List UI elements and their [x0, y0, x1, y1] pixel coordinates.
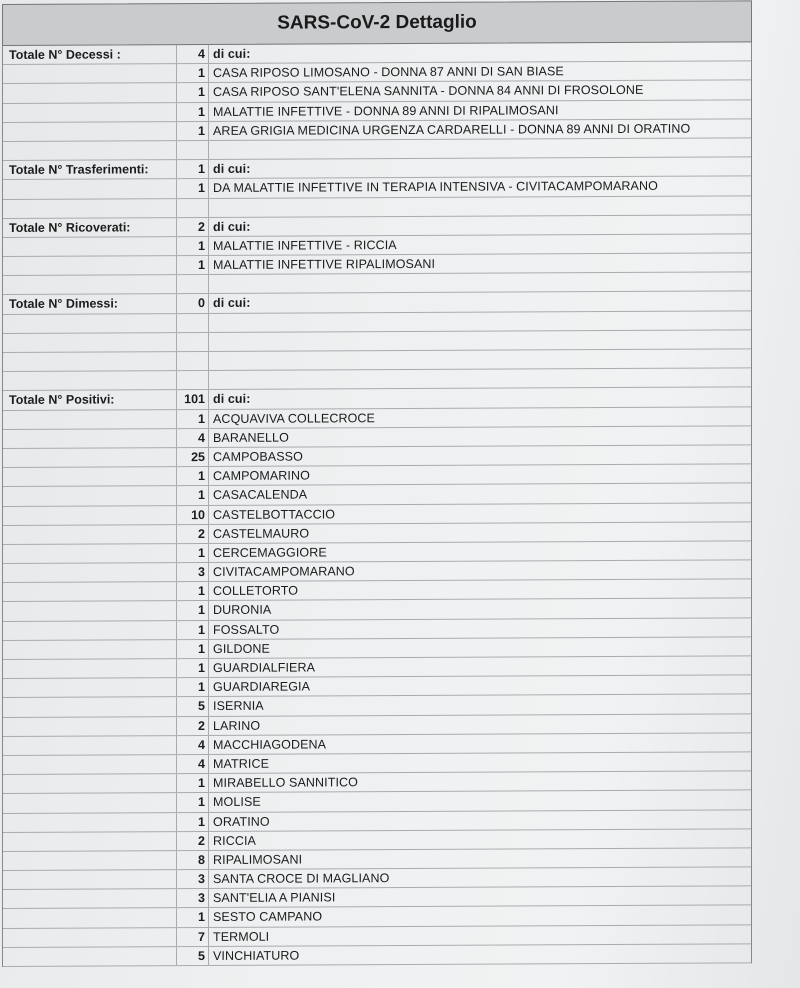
item-description: SANT'ELIA A PIANISI — [213, 890, 336, 906]
item-count: 1 — [177, 774, 209, 792]
item-description: CIVITACAMPOMARANO — [213, 564, 355, 580]
table-body — [2, 42, 752, 967]
empty-cell — [3, 793, 177, 812]
empty-cell — [3, 314, 177, 333]
empty-cell — [3, 774, 177, 793]
section-suffix: di cui: — [213, 392, 251, 407]
section-suffix: di cui: — [213, 46, 251, 61]
section-label: Totale N° Ricoverati: — [3, 218, 177, 237]
item-count: 5 — [177, 697, 209, 715]
item-description: GILDONE — [213, 641, 270, 656]
item-description: DURONIA — [213, 603, 272, 618]
empty-cell — [3, 429, 177, 448]
item-description: GUARDIALFIERA — [213, 660, 316, 675]
section-total: 101 — [177, 390, 209, 408]
item-description: DA MALATTIE INFETTIVE IN TERAPIA INTENSIVA - CIVITACAMPOMARANO — [213, 179, 658, 196]
empty-cell — [3, 122, 177, 141]
empty-cell — [3, 371, 177, 390]
item-description: ISERNIA — [213, 699, 264, 714]
item-count: 1 — [177, 601, 209, 619]
item-count: 2 — [177, 717, 209, 735]
section-total: 0 — [177, 294, 209, 312]
item-count: 1 — [177, 812, 209, 830]
empty-cell — [3, 947, 177, 966]
item-count: 1 — [177, 179, 209, 197]
item-description: SESTO CAMPANO — [213, 909, 323, 925]
item-count: 1 — [177, 237, 209, 255]
item-description: CASTELBOTTACCIO — [213, 506, 336, 522]
item-description: AREA GRIGIA MEDICINA URGENZA CARDARELLI - DONNA 89 ANNI DI ORATINO — [213, 121, 691, 138]
empty-cell — [3, 832, 177, 851]
empty-cell — [3, 64, 177, 83]
empty-cell — [3, 467, 177, 486]
empty-cell — [3, 582, 177, 601]
item-count: 3 — [177, 563, 209, 581]
empty-cell — [3, 486, 177, 505]
empty-cell — [3, 736, 177, 755]
item-count: 1 — [177, 908, 209, 926]
item-count: 1 — [177, 659, 209, 677]
empty-cell — [3, 563, 177, 582]
empty-cell — [3, 333, 177, 352]
section-suffix: di cui: — [213, 219, 251, 234]
item-count: 1 — [177, 467, 209, 485]
empty-cell — [3, 640, 177, 659]
empty-cell — [209, 196, 751, 217]
empty-cell — [3, 659, 177, 678]
empty-cell — [3, 602, 177, 621]
empty-cell — [177, 352, 209, 370]
empty-cell — [3, 755, 177, 774]
item-description: SANTA CROCE DI MAGLIANO — [213, 871, 390, 887]
item-description: COLLETORTO — [213, 583, 299, 599]
empty-cell — [3, 909, 177, 928]
item-description: MALATTIE INFETTIVE - DONNA 89 ANNI DI RIPALIMOSANI — [213, 102, 559, 119]
item-description: CASTELMAURO — [213, 526, 310, 541]
item-count: 7 — [177, 928, 209, 946]
item-description: CASA RIPOSO LIMOSANO - DONNA 87 ANNI DI SAN BIASE — [213, 64, 564, 81]
empty-cell — [177, 314, 209, 332]
empty-cell — [3, 103, 177, 122]
empty-cell — [177, 371, 209, 389]
empty-cell — [3, 813, 177, 832]
empty-cell — [3, 84, 177, 103]
item-count: 25 — [177, 448, 209, 466]
empty-cell — [3, 199, 177, 218]
item-count: 10 — [177, 505, 209, 523]
item-count: 3 — [177, 870, 209, 888]
item-count: 2 — [177, 832, 209, 850]
item-count: 1 — [177, 256, 209, 274]
empty-cell — [3, 889, 177, 908]
item-description: VINCHIATURO — [213, 948, 300, 963]
empty-cell — [3, 410, 177, 429]
empty-cell — [3, 275, 177, 294]
empty-cell — [3, 352, 177, 371]
item-description: RICCIA — [213, 833, 256, 848]
empty-cell — [3, 141, 177, 160]
item-count: 4 — [177, 429, 209, 447]
item-count: 1 — [177, 640, 209, 658]
empty-cell — [209, 311, 751, 332]
item-description: CASACALENDA — [213, 487, 308, 503]
detail-table — [2, 0, 752, 967]
item-description: FOSSALTO — [213, 622, 280, 637]
item-count: 8 — [177, 851, 209, 869]
item-description: TERMOLI — [213, 929, 270, 944]
item-count: 1 — [177, 486, 209, 504]
section-label: Totale N° Decessi : — [3, 45, 177, 64]
empty-cell — [3, 928, 177, 947]
item-count: 5 — [177, 947, 209, 965]
item-count: 1 — [177, 410, 209, 428]
item-description: MALATTIE INFETTIVE - RICCIA — [213, 237, 397, 253]
empty-cell — [177, 141, 209, 159]
item-description: ACQUAVIVA COLLECROCE — [213, 410, 375, 426]
item-count: 1 — [177, 83, 209, 101]
item-description: MOLISE — [213, 795, 261, 810]
item-count: 4 — [177, 755, 209, 773]
item-count: 1 — [177, 122, 209, 140]
table-row — [3, 944, 751, 967]
item-count: 4 — [177, 736, 209, 754]
empty-cell — [3, 237, 177, 256]
item-count: 2 — [177, 525, 209, 543]
item-count: 1 — [177, 582, 209, 600]
empty-cell — [3, 698, 177, 717]
section-total: 4 — [177, 45, 209, 63]
section-label: Totale N° Trasferimenti: — [3, 160, 177, 179]
empty-cell — [3, 851, 177, 870]
empty-cell — [3, 544, 177, 563]
item-description: CAMPOMARINO — [213, 468, 310, 484]
item-count: 1 — [177, 64, 209, 82]
empty-cell — [3, 870, 177, 889]
item-description: RIPALIMOSANI — [213, 852, 303, 867]
section-suffix: di cui: — [213, 296, 251, 311]
item-description: ORATINO — [213, 814, 270, 829]
empty-cell — [3, 506, 177, 525]
empty-cell — [3, 179, 177, 198]
item-count: 1 — [177, 544, 209, 562]
empty-cell — [209, 369, 751, 390]
empty-cell — [209, 349, 751, 370]
empty-cell — [3, 448, 177, 467]
empty-cell — [177, 333, 209, 351]
empty-cell — [209, 138, 751, 159]
item-count: 3 — [177, 889, 209, 907]
empty-cell — [209, 330, 751, 351]
table-title: SARS-CoV-2 Dettaglio — [2, 0, 752, 46]
item-description: MALATTIE INFETTIVE RIPALIMOSANI — [213, 256, 436, 273]
item-description: CERCEMAGGIORE — [213, 545, 327, 560]
empty-cell — [3, 525, 177, 544]
item-description: GUARDIAREGIA — [213, 679, 311, 695]
section-label: Totale N° Positivi: — [3, 391, 177, 410]
item-description: MIRABELLO SANNITICO — [213, 775, 358, 791]
item-description: CAMPOBASSO — [213, 449, 303, 464]
empty-cell — [3, 621, 177, 640]
empty-cell — [3, 256, 177, 275]
section-total: 1 — [177, 160, 209, 178]
item-count: 1 — [177, 621, 209, 639]
section-label: Totale N° Dimessi: — [3, 295, 177, 314]
item-description: LARINO — [213, 718, 261, 733]
empty-cell — [209, 273, 751, 294]
item-count: 1 — [177, 793, 209, 811]
item-count: 1 — [177, 103, 209, 121]
item-description: MATRICE — [213, 756, 270, 771]
empty-cell — [3, 717, 177, 736]
item-description: BARANELLO — [213, 430, 289, 445]
empty-cell — [3, 678, 177, 697]
section-suffix: di cui: — [213, 161, 251, 177]
empty-cell — [177, 275, 209, 293]
item-description: CASA RIPOSO SANT'ELENA SANNITA - DONNA 84 ANNI DI FROSOLONE — [213, 83, 644, 100]
empty-cell — [177, 198, 209, 216]
item-count: 1 — [177, 678, 209, 696]
item-description: MACCHIAGODENA — [213, 737, 327, 752]
section-total: 2 — [177, 218, 209, 236]
